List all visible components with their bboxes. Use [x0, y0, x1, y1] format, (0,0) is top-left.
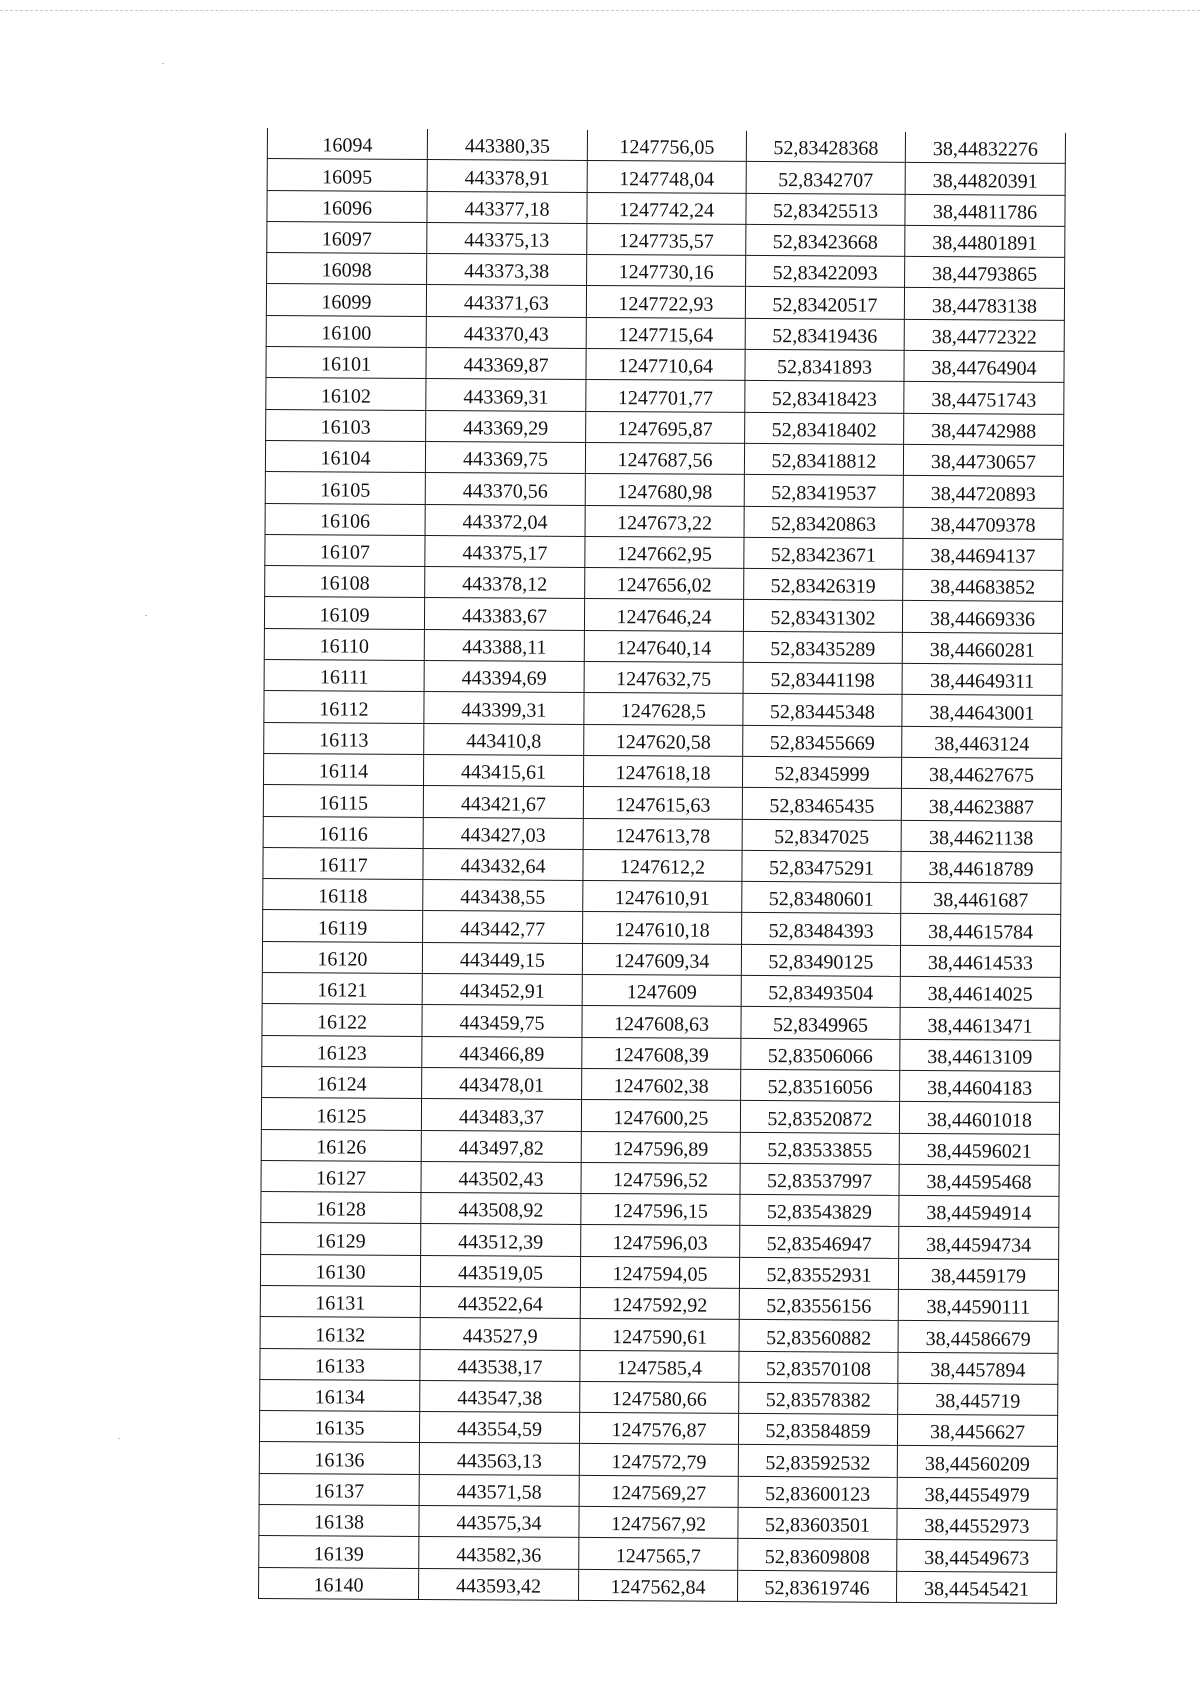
cell-y-coordinate: 1247695,87: [586, 411, 745, 443]
cell-y-coordinate: 1247613,78: [583, 818, 742, 850]
cell-longitude: 38,44643001: [902, 695, 1062, 727]
cell-point-number: 16117: [263, 847, 423, 879]
cell-longitude: 38,44615784: [901, 914, 1061, 946]
cell-y-coordinate: 1247602,38: [582, 1068, 741, 1100]
cell-x-coordinate: 443377,18: [427, 191, 587, 223]
cell-y-coordinate: 1247748,04: [587, 161, 746, 193]
cell-x-coordinate: 443519,05: [420, 1255, 580, 1287]
cell-longitude: 38,44709378: [903, 507, 1063, 539]
table-row: [259, 1567, 1057, 1603]
cell-point-number: 16139: [259, 1536, 419, 1568]
cell-latitude: 52,83516056: [741, 1069, 900, 1101]
cell-y-coordinate: 1247612,2: [583, 849, 742, 881]
cell-longitude: 38,44742988: [904, 413, 1064, 445]
cell-latitude: 52,8345999: [742, 756, 901, 788]
cell-latitude: 52,83428368: [746, 131, 905, 163]
cell-longitude: 38,44669336: [902, 601, 1062, 633]
cell-x-coordinate: 443375,17: [425, 535, 585, 567]
table-row: [261, 1129, 1059, 1165]
cell-point-number: 16127: [261, 1160, 421, 1192]
cell-point-number: 16122: [262, 1004, 422, 1036]
cell-x-coordinate: 443371,63: [426, 285, 586, 317]
cell-y-coordinate: 1247565,7: [579, 1538, 738, 1570]
cell-y-coordinate: 1247673,22: [585, 505, 744, 537]
cell-y-coordinate: 1247722,93: [586, 286, 745, 318]
cell-x-coordinate: 443478,01: [422, 1067, 582, 1099]
table-row: [264, 691, 1062, 727]
cell-point-number: 16094: [267, 128, 427, 160]
table-row: [263, 879, 1061, 915]
cell-latitude: 52,83543829: [740, 1195, 899, 1227]
cell-point-number: 16112: [264, 691, 424, 723]
table-row: [262, 1004, 1060, 1040]
cell-x-coordinate: 443438,55: [423, 880, 583, 912]
table-row: [262, 1066, 1060, 1102]
table-row: [267, 221, 1065, 257]
cell-point-number: 16118: [263, 879, 423, 911]
table-row: [265, 472, 1063, 508]
cell-x-coordinate: 443497,82: [421, 1130, 581, 1162]
cell-latitude: 52,83418812: [744, 443, 903, 475]
table-row: [264, 628, 1062, 664]
table-row: [265, 503, 1063, 539]
cell-point-number: 16140: [259, 1567, 419, 1599]
cell-y-coordinate: 1247609,34: [582, 943, 741, 975]
cell-y-coordinate: 1247620,58: [584, 724, 743, 756]
cell-y-coordinate: 1247572,79: [579, 1444, 738, 1476]
cell-x-coordinate: 443449,15: [422, 942, 582, 974]
cell-longitude: 38,44660281: [902, 632, 1062, 664]
cell-longitude: 38,44720893: [903, 476, 1063, 508]
cell-point-number: 16116: [263, 816, 423, 848]
cell-y-coordinate: 1247567,92: [579, 1506, 738, 1538]
cell-x-coordinate: 443369,75: [425, 441, 585, 473]
table-row: [266, 409, 1064, 445]
table-row: [261, 1192, 1059, 1228]
cell-longitude: 38,44793865: [905, 257, 1065, 289]
cell-point-number: 16128: [261, 1192, 421, 1224]
cell-y-coordinate: 1247608,39: [582, 1037, 741, 1069]
cell-longitude: 38,44764904: [904, 350, 1064, 382]
table-row: [265, 440, 1063, 476]
cell-y-coordinate: 1247569,27: [579, 1475, 738, 1507]
cell-longitude: 38,44549673: [897, 1540, 1057, 1572]
cell-longitude: 38,445719: [898, 1383, 1058, 1415]
cell-x-coordinate: 443563,13: [419, 1443, 579, 1475]
cell-longitude: 38,44595468: [899, 1164, 1059, 1196]
cell-point-number: 16105: [265, 472, 425, 504]
cell-latitude: 52,83423668: [746, 224, 905, 256]
cell-latitude: 52,83546947: [740, 1226, 899, 1258]
cell-longitude: 38,44614025: [900, 976, 1060, 1008]
cell-y-coordinate: 1247756,05: [587, 130, 746, 162]
table-row: [262, 973, 1060, 1009]
cell-latitude: 52,83570108: [739, 1351, 898, 1383]
cell-longitude: 38,44820391: [905, 163, 1065, 195]
table-row: [265, 566, 1063, 602]
table-row: [267, 128, 1065, 164]
cell-longitude: 38,44594914: [899, 1195, 1059, 1227]
table-row: [259, 1442, 1057, 1478]
table-row: [260, 1254, 1058, 1290]
cell-latitude: 52,83455669: [743, 725, 902, 757]
cell-longitude: 38,44649311: [902, 663, 1062, 695]
cell-latitude: 52,83556156: [739, 1288, 898, 1320]
cell-latitude: 52,83592532: [738, 1445, 897, 1477]
cell-x-coordinate: 443421,67: [423, 786, 583, 818]
cell-point-number: 16126: [261, 1129, 421, 1161]
cell-point-number: 16130: [260, 1254, 420, 1286]
cell-longitude: 38,44601018: [899, 1102, 1059, 1134]
cell-latitude: 52,83484393: [742, 913, 901, 945]
cell-x-coordinate: 443466,89: [422, 1036, 582, 1068]
table-row: [261, 1223, 1059, 1259]
scan-speck: [162, 63, 164, 64]
cell-latitude: 52,83600123: [738, 1476, 897, 1508]
cell-x-coordinate: 443415,61: [423, 754, 583, 786]
cell-longitude: 38,44621138: [901, 820, 1061, 852]
cell-longitude: 38,44604183: [900, 1070, 1060, 1102]
table-row: [263, 785, 1061, 821]
cell-x-coordinate: 443554,59: [419, 1412, 579, 1444]
cell-y-coordinate: 1247590,61: [580, 1319, 739, 1351]
cell-y-coordinate: 1247662,95: [585, 536, 744, 568]
scan-top-edge: [0, 10, 1200, 11]
cell-latitude: 52,8342707: [746, 162, 905, 194]
cell-x-coordinate: 443427,03: [423, 817, 583, 849]
cell-point-number: 16137: [259, 1473, 419, 1505]
cell-latitude: 52,83506066: [741, 1038, 900, 1070]
cell-longitude: 38,44832276: [905, 132, 1065, 164]
cell-y-coordinate: 1247596,52: [581, 1162, 740, 1194]
cell-y-coordinate: 1247592,92: [580, 1287, 739, 1319]
cell-longitude: 38,44560209: [897, 1446, 1057, 1478]
cell-latitude: 52,83465435: [742, 788, 901, 820]
cell-longitude: 38,44545421: [897, 1571, 1057, 1603]
cell-latitude: 52,83584859: [738, 1414, 897, 1446]
table-row: [259, 1536, 1057, 1572]
cell-y-coordinate: 1247646,24: [584, 599, 743, 631]
table-row: [260, 1379, 1058, 1415]
cell-y-coordinate: 1247618,18: [583, 755, 742, 787]
cell-point-number: 16110: [264, 628, 424, 660]
cell-y-coordinate: 1247730,16: [587, 255, 746, 287]
cell-latitude: 52,83490125: [741, 944, 900, 976]
cell-longitude: 38,4461687: [901, 883, 1061, 915]
cell-x-coordinate: 443522,64: [420, 1286, 580, 1318]
cell-longitude: 38,44594734: [899, 1227, 1059, 1259]
cell-x-coordinate: 443483,37: [421, 1099, 581, 1131]
table-row: [260, 1317, 1058, 1353]
coordinates-table: [258, 128, 1066, 1604]
cell-y-coordinate: 1247715,64: [586, 317, 745, 349]
cell-longitude: 38,44623887: [901, 789, 1061, 821]
cell-point-number: 16123: [262, 1035, 422, 1067]
cell-x-coordinate: 443383,67: [424, 598, 584, 630]
scan-speck: [145, 615, 147, 616]
cell-y-coordinate: 1247596,89: [581, 1131, 740, 1163]
cell-longitude: 38,44613109: [900, 1039, 1060, 1071]
cell-latitude: 52,83420517: [745, 287, 904, 319]
table-row: [267, 253, 1065, 289]
cell-point-number: 16103: [266, 409, 426, 441]
cell-latitude: 52,83537997: [740, 1163, 899, 1195]
cell-x-coordinate: 443452,91: [422, 973, 582, 1005]
cell-x-coordinate: 443372,04: [425, 504, 585, 536]
coordinates-table-body: [259, 128, 1066, 1603]
table-row: [262, 941, 1060, 977]
cell-longitude: 38,44552973: [897, 1508, 1057, 1540]
cell-x-coordinate: 443369,29: [426, 410, 586, 442]
cell-point-number: 16132: [260, 1317, 420, 1349]
cell-latitude: 52,83441198: [743, 662, 902, 694]
cell-longitude: 38,4459179: [898, 1258, 1058, 1290]
cell-point-number: 16101: [266, 347, 426, 379]
cell-point-number: 16138: [259, 1505, 419, 1537]
cell-x-coordinate: 443527,9: [420, 1318, 580, 1350]
cell-latitude: 52,83475291: [742, 850, 901, 882]
cell-latitude: 52,83419436: [745, 318, 904, 350]
cell-longitude: 38,44554979: [897, 1477, 1057, 1509]
cell-latitude: 52,83603501: [738, 1507, 897, 1539]
cell-x-coordinate: 443410,8: [424, 723, 584, 755]
cell-x-coordinate: 443502,43: [421, 1161, 581, 1193]
cell-point-number: 16125: [261, 1098, 421, 1130]
cell-x-coordinate: 443459,75: [422, 1005, 582, 1037]
cell-longitude: 38,4456627: [897, 1415, 1057, 1447]
cell-x-coordinate: 443582,36: [419, 1537, 579, 1569]
cell-longitude: 38,4457894: [898, 1352, 1058, 1384]
cell-latitude: 52,83422093: [746, 256, 905, 288]
cell-longitude: 38,44772322: [904, 319, 1064, 351]
cell-x-coordinate: 443388,11: [424, 629, 584, 661]
table-row: [263, 816, 1061, 852]
cell-point-number: 16121: [262, 973, 422, 1005]
cell-point-number: 16095: [267, 159, 427, 191]
cell-point-number: 16114: [263, 753, 423, 785]
table-row: [259, 1473, 1057, 1509]
cell-x-coordinate: 443571,58: [419, 1474, 579, 1506]
cell-x-coordinate: 443575,34: [419, 1506, 579, 1538]
cell-longitude: 38,44618789: [901, 851, 1061, 883]
table-row: [266, 284, 1064, 320]
cell-y-coordinate: 1247735,57: [587, 223, 746, 255]
cell-latitude: 52,8349965: [741, 1007, 900, 1039]
table-row: [267, 190, 1065, 226]
cell-point-number: 16102: [266, 378, 426, 410]
cell-x-coordinate: 443370,56: [425, 473, 585, 505]
cell-point-number: 16099: [266, 284, 426, 316]
cell-latitude: 52,83420863: [744, 506, 903, 538]
table-row: [259, 1505, 1057, 1541]
cell-x-coordinate: 443432,64: [423, 848, 583, 880]
cell-latitude: 52,83418423: [745, 381, 904, 413]
scan-speck: [118, 1438, 120, 1439]
cell-longitude: 38,44730657: [903, 444, 1063, 476]
cell-longitude: 38,44801891: [905, 225, 1065, 257]
cell-point-number: 16136: [259, 1442, 419, 1474]
table-row: [261, 1160, 1059, 1196]
cell-y-coordinate: 1247687,56: [585, 442, 744, 474]
cell-longitude: 38,44627675: [901, 757, 1061, 789]
cell-x-coordinate: 443375,13: [427, 222, 587, 254]
cell-point-number: 16115: [263, 785, 423, 817]
cell-point-number: 16134: [260, 1379, 420, 1411]
cell-point-number: 16096: [267, 190, 427, 222]
cell-y-coordinate: 1247562,84: [579, 1569, 738, 1601]
cell-y-coordinate: 1247610,91: [583, 881, 742, 913]
table-row: [263, 847, 1061, 883]
cell-latitude: 52,83418402: [745, 412, 904, 444]
cell-point-number: 16109: [264, 597, 424, 629]
cell-longitude: 38,44613471: [900, 1008, 1060, 1040]
cell-y-coordinate: 1247710,64: [586, 349, 745, 381]
cell-longitude: 38,4463124: [902, 726, 1062, 758]
cell-latitude: 52,83435289: [743, 631, 902, 663]
cell-point-number: 16135: [259, 1411, 419, 1443]
cell-y-coordinate: 1247640,14: [584, 630, 743, 662]
cell-latitude: 52,83552931: [739, 1257, 898, 1289]
cell-y-coordinate: 1247600,25: [581, 1100, 740, 1132]
cell-longitude: 38,44783138: [904, 288, 1064, 320]
cell-point-number: 16106: [265, 503, 425, 535]
cell-x-coordinate: 443512,39: [421, 1224, 581, 1256]
table-row: [260, 1285, 1058, 1321]
cell-latitude: 52,83520872: [740, 1101, 899, 1133]
table-row: [264, 597, 1062, 633]
table-row: [263, 910, 1061, 946]
table-row: [264, 722, 1062, 758]
cell-point-number: 16133: [260, 1348, 420, 1380]
cell-latitude: 52,83578382: [739, 1382, 898, 1414]
cell-point-number: 16113: [264, 722, 424, 754]
cell-latitude: 52,83480601: [742, 882, 901, 914]
cell-x-coordinate: 443369,87: [426, 348, 586, 380]
table-row: [261, 1098, 1059, 1134]
cell-longitude: 38,44614533: [900, 945, 1060, 977]
cell-point-number: 16120: [262, 941, 422, 973]
cell-point-number: 16100: [266, 315, 426, 347]
table-row: [266, 315, 1064, 351]
cell-y-coordinate: 1247742,24: [587, 192, 746, 224]
cell-longitude: 38,44586679: [898, 1321, 1058, 1353]
cell-point-number: 16129: [261, 1223, 421, 1255]
cell-y-coordinate: 1247610,18: [583, 912, 742, 944]
cell-x-coordinate: 443369,31: [426, 379, 586, 411]
cell-x-coordinate: 443370,43: [426, 316, 586, 348]
cell-y-coordinate: 1247628,5: [584, 693, 743, 725]
table-row: [266, 347, 1064, 383]
table-row: [262, 1035, 1060, 1071]
cell-x-coordinate: 443547,38: [420, 1380, 580, 1412]
cell-point-number: 16131: [260, 1285, 420, 1317]
table-row: [265, 534, 1063, 570]
cell-latitude: 52,83619746: [738, 1570, 897, 1602]
cell-latitude: 52,83493504: [741, 975, 900, 1007]
table-row: [263, 753, 1061, 789]
cell-x-coordinate: 443378,12: [425, 567, 585, 599]
cell-y-coordinate: 1247585,4: [580, 1350, 739, 1382]
cell-latitude: 52,83423671: [744, 537, 903, 569]
cell-y-coordinate: 1247576,87: [579, 1413, 738, 1445]
cell-latitude: 52,83609808: [738, 1539, 897, 1571]
cell-y-coordinate: 1247680,98: [585, 474, 744, 506]
cell-latitude: 52,83431302: [743, 600, 902, 632]
cell-y-coordinate: 1247656,02: [585, 568, 744, 600]
cell-point-number: 16119: [263, 910, 423, 942]
cell-x-coordinate: 443442,77: [423, 911, 583, 943]
cell-x-coordinate: 443380,35: [427, 129, 587, 161]
cell-latitude: 52,83533855: [740, 1132, 899, 1164]
cell-latitude: 52,83445348: [743, 694, 902, 726]
cell-x-coordinate: 443508,92: [421, 1193, 581, 1225]
table-row: [266, 378, 1064, 414]
cell-point-number: 16107: [265, 534, 425, 566]
cell-latitude: 52,83560882: [739, 1320, 898, 1352]
cell-y-coordinate: 1247701,77: [586, 380, 745, 412]
cell-y-coordinate: 1247632,75: [584, 661, 743, 693]
cell-y-coordinate: 1247580,66: [580, 1381, 739, 1413]
cell-latitude: 52,83426319: [744, 569, 903, 601]
cell-longitude: 38,44811786: [905, 194, 1065, 226]
cell-point-number: 16097: [267, 221, 427, 253]
cell-point-number: 16124: [262, 1066, 422, 1098]
cell-x-coordinate: 443378,91: [427, 160, 587, 192]
cell-x-coordinate: 443399,31: [424, 692, 584, 724]
cell-y-coordinate: 1247596,15: [581, 1194, 740, 1226]
cell-point-number: 16104: [265, 440, 425, 472]
table-row: [264, 660, 1062, 696]
cell-latitude: 52,83425513: [746, 193, 905, 225]
cell-latitude: 52,8341893: [745, 350, 904, 382]
cell-y-coordinate: 1247608,63: [582, 1006, 741, 1038]
cell-point-number: 16111: [264, 660, 424, 692]
cell-y-coordinate: 1247594,05: [580, 1256, 739, 1288]
cell-y-coordinate: 1247615,63: [583, 787, 742, 819]
cell-longitude: 38,44683852: [903, 570, 1063, 602]
cell-latitude: 52,8347025: [742, 819, 901, 851]
cell-x-coordinate: 443394,69: [424, 661, 584, 693]
table-row: [259, 1411, 1057, 1447]
cell-y-coordinate: 1247609: [582, 974, 741, 1006]
cell-point-number: 16108: [265, 566, 425, 598]
cell-longitude: 38,44596021: [899, 1133, 1059, 1165]
cell-point-number: 16098: [267, 253, 427, 285]
cell-longitude: 38,44590111: [898, 1289, 1058, 1321]
cell-longitude: 38,44751743: [904, 382, 1064, 414]
cell-x-coordinate: 443593,42: [419, 1568, 579, 1600]
cell-longitude: 38,44694137: [903, 538, 1063, 570]
table-row: [267, 159, 1065, 195]
cell-latitude: 52,83419537: [744, 475, 903, 507]
table-row: [260, 1348, 1058, 1384]
cell-x-coordinate: 443538,17: [420, 1349, 580, 1381]
cell-y-coordinate: 1247596,03: [581, 1225, 740, 1257]
cell-x-coordinate: 443373,38: [427, 254, 587, 286]
